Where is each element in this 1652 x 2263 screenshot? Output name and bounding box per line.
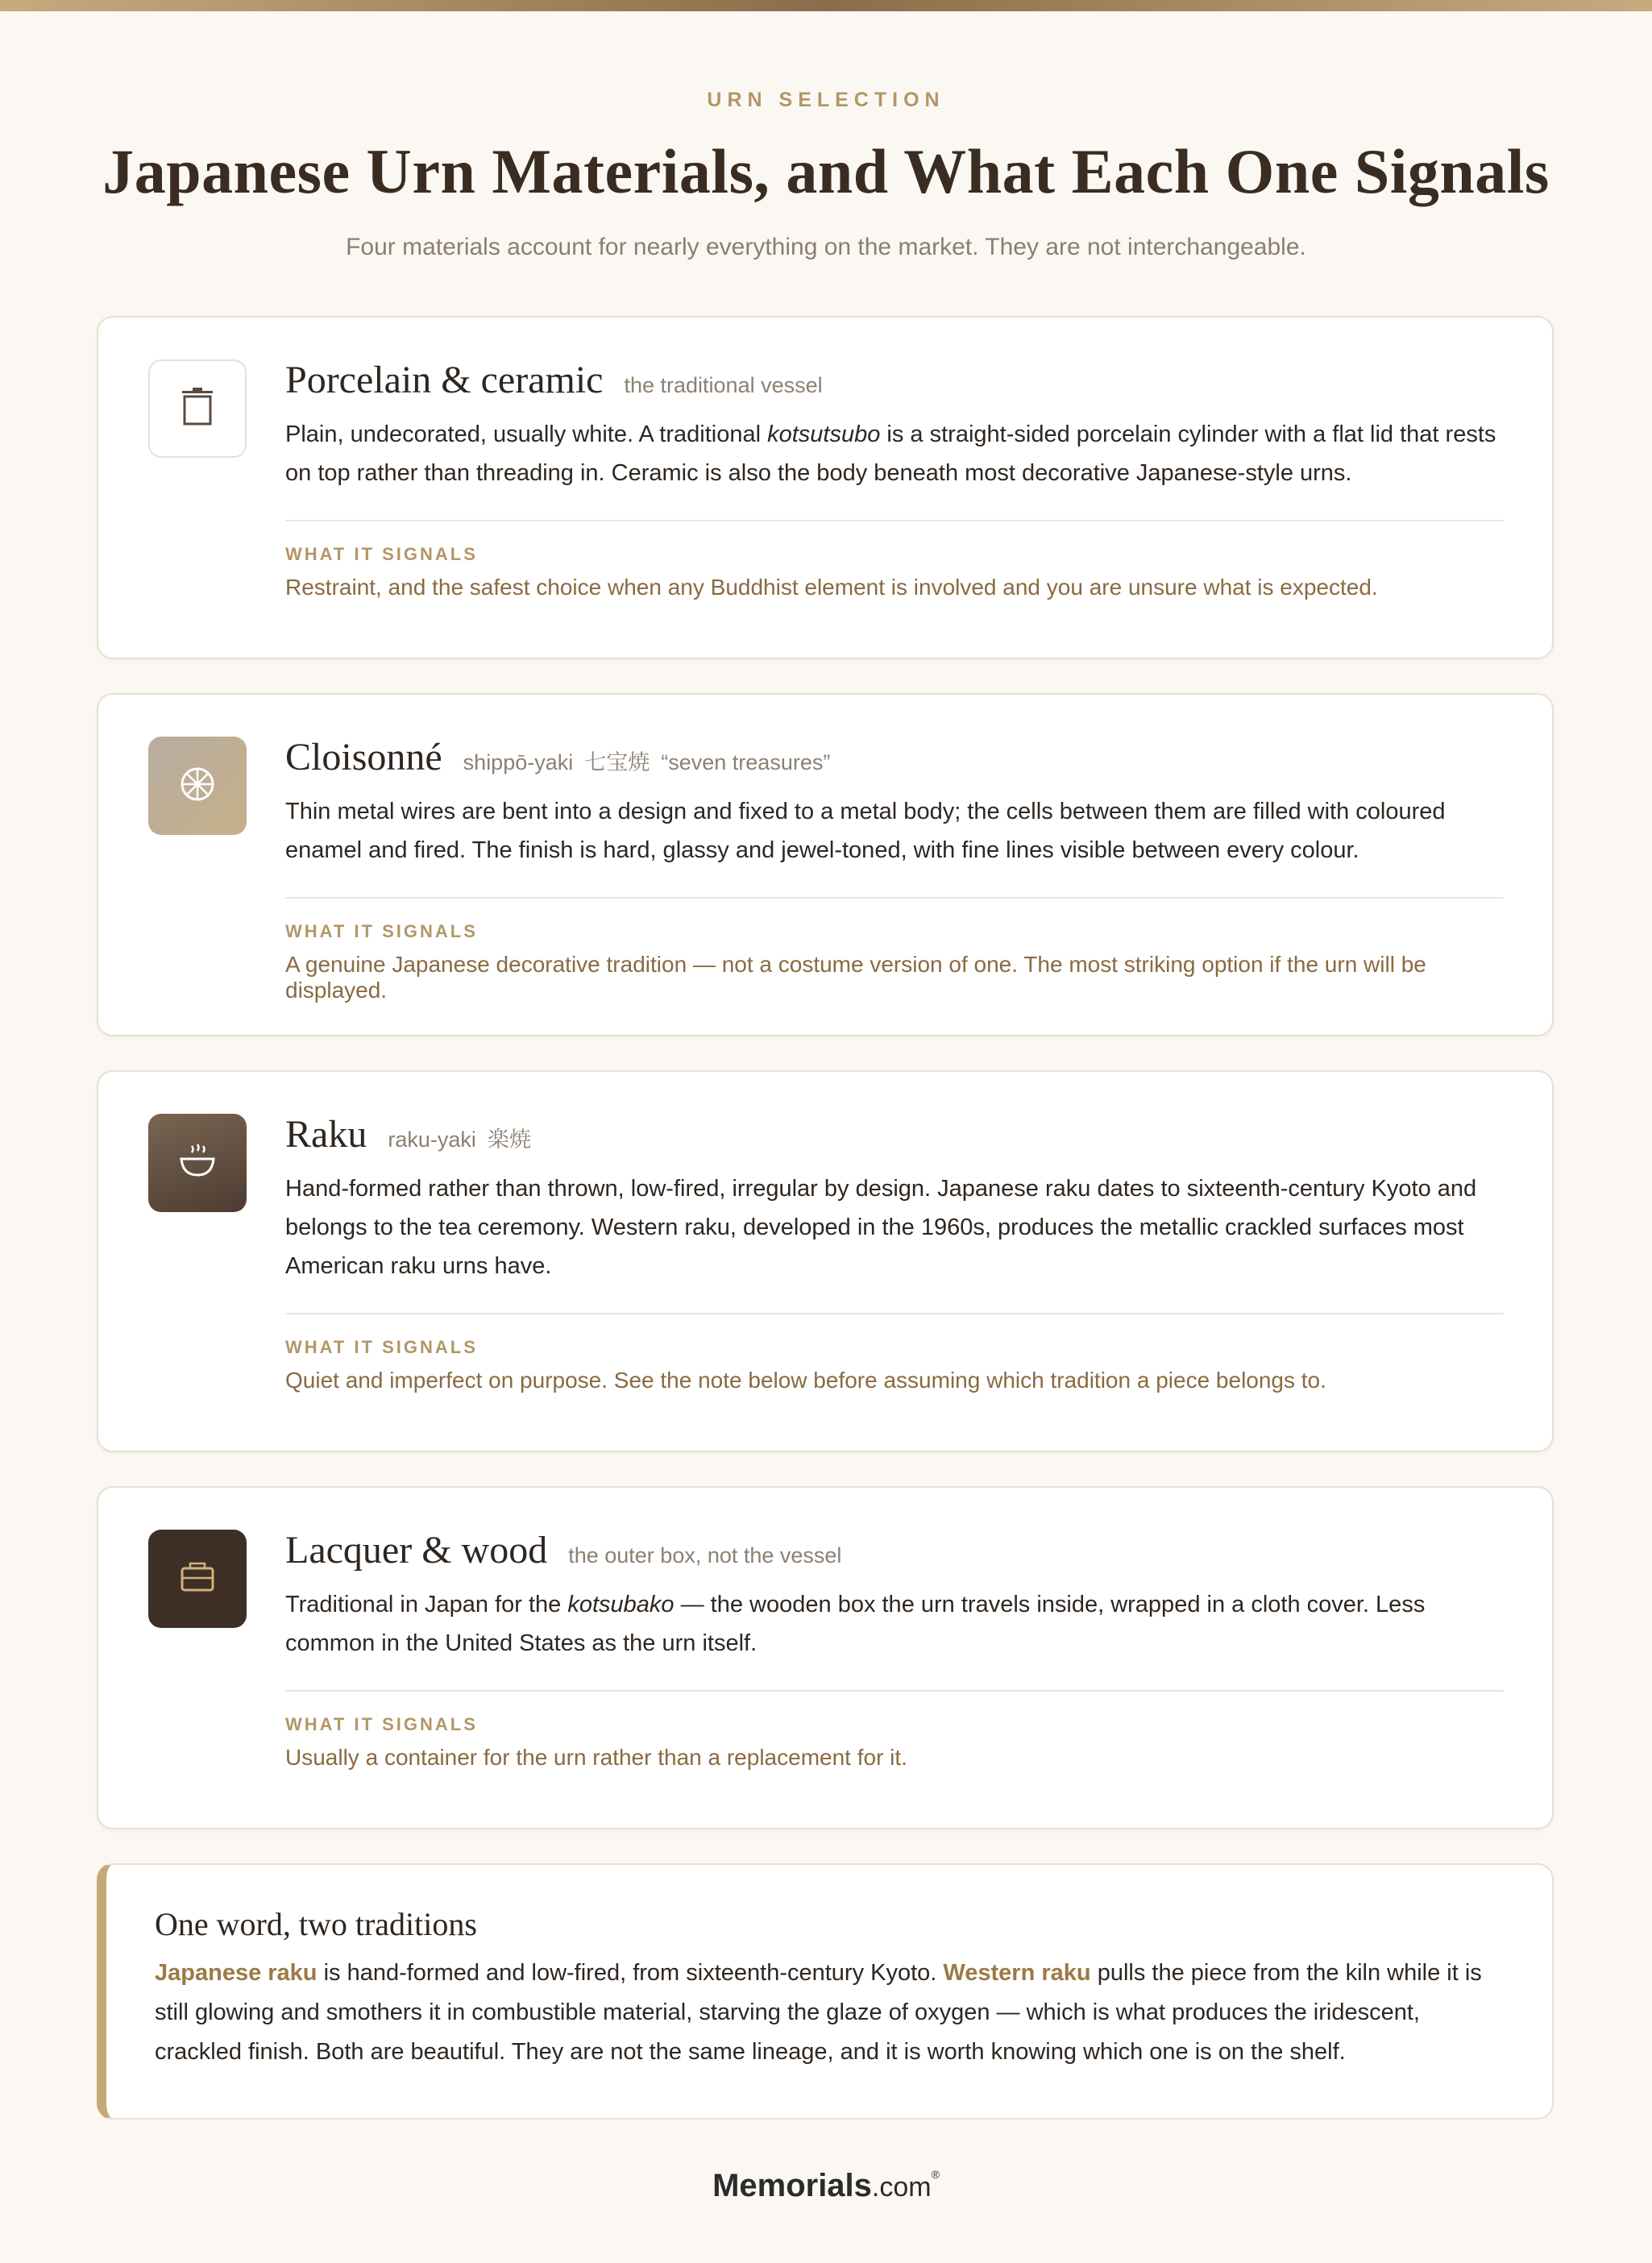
divider [285, 1313, 1504, 1314]
signals-label: WHAT IT SIGNALS [285, 921, 478, 941]
material-description: Traditional in Japan for the kotsubako — the wooden box the urn travels inside, wrapped in a cloth cover. Less common in the United States as the urn itself. [285, 1592, 1426, 1656]
page-title: Japanese Urn Materials, and What Each One Signals [102, 136, 1550, 206]
flower-icon [178, 765, 217, 808]
box-icon [178, 1561, 217, 1597]
signals-label: WHAT IT SIGNALS [285, 544, 478, 564]
tea-bowl-icon-tile [148, 1114, 247, 1212]
note-title: One word, two traditions [155, 1906, 477, 1942]
material-description: Plain, undecorated, usually white. A traditional kotsutsubo is a straight-sided porcelain cylinder with a flat lid that rests on top rather than threading in. Ceramic is also the body beneath most decorative Japanese-style urns. [285, 421, 1496, 486]
signals-text: Restraint, and the safest choice when any Buddhist element is involved and you are unsure what is expected. [285, 575, 1378, 600]
material-name: Lacquer & wood [285, 1529, 548, 1572]
material-card-cloisonne [97, 693, 1554, 1036]
material-name: Raku [285, 1113, 367, 1156]
note-body: Japanese raku is hand-formed and low-fired, from sixteenth-century Kyoto. Western raku pulls the piece from the kiln while it is still glowing and smothers it in combustible material, starving the glaze of oxygen — which is what produces the iridescent, crackled finish. Both are beautiful. They are not the same lineage, and it is worth knowing which one is on the shelf. [155, 1960, 1482, 2065]
material-name: Cloisonné [285, 736, 442, 779]
top-accent-bar [0, 0, 1652, 11]
divider [285, 1690, 1504, 1692]
term-japanese-raku: Japanese raku [155, 1960, 318, 1986]
divider [285, 897, 1504, 899]
divider [285, 520, 1504, 521]
urn-icon [179, 387, 216, 431]
memorials-logo[interactable]: Memorials.com® [712, 2168, 940, 2203]
box-icon-tile [148, 1530, 247, 1628]
material-subtitle: the outer box, not the vessel [568, 1543, 842, 1567]
material-card-raku [97, 1070, 1554, 1452]
signals-label: WHAT IT SIGNALS [285, 1714, 478, 1734]
material-name: Porcelain & ceramic [285, 359, 604, 401]
eyebrow-label: URN SELECTION [707, 89, 945, 111]
material-subtitle: shippō-yaki 七宝焼 “seven treasures” [463, 750, 831, 774]
raku-note-callout [97, 1863, 1554, 2120]
material-card-porcelain [97, 316, 1554, 659]
signals-text: Usually a container for the urn rather than a replacement for it. [285, 1745, 907, 1770]
term-kotsubako: kotsubako [567, 1592, 674, 1617]
material-card-lacquer [97, 1486, 1554, 1829]
material-description: Hand-formed rather than thrown, low-fired, irregular by design. Japanese raku dates to sixteenth-century Kyoto and belongs to the tea ceremony. Western raku, developed in the 1960s, produces the metallic crackled surfaces most American raku urns have. [285, 1176, 1477, 1279]
term-kotsutsubo: kotsutsubo [767, 421, 881, 447]
material-subtitle: the traditional vessel [624, 373, 823, 397]
signals-text: A genuine Japanese decorative tradition — not a costume version of one. The most striking option if the urn will be displayed. [285, 952, 1426, 1003]
material-description: Thin metal wires are bent into a design and fixed to a metal body; the cells between them are filled with coloured enamel and fired. The finish is hard, glassy and jewel-toned, with fine lines visible between every colour. [285, 799, 1446, 863]
tea-bowl-icon [178, 1143, 217, 1184]
urn-icon-tile [148, 359, 247, 458]
material-subtitle: raku-yaki 楽焼 [388, 1127, 531, 1152]
flower-icon-tile [148, 737, 247, 835]
term-western-raku: Western raku [943, 1960, 1091, 1986]
page-subtitle: Four materials account for nearly everything on the market. They are not interchangeable. [346, 234, 1306, 260]
signals-label: WHAT IT SIGNALS [285, 1337, 478, 1357]
signals-text: Quiet and imperfect on purpose. See the note below before assuming which tradition a piece belongs to. [285, 1368, 1326, 1393]
